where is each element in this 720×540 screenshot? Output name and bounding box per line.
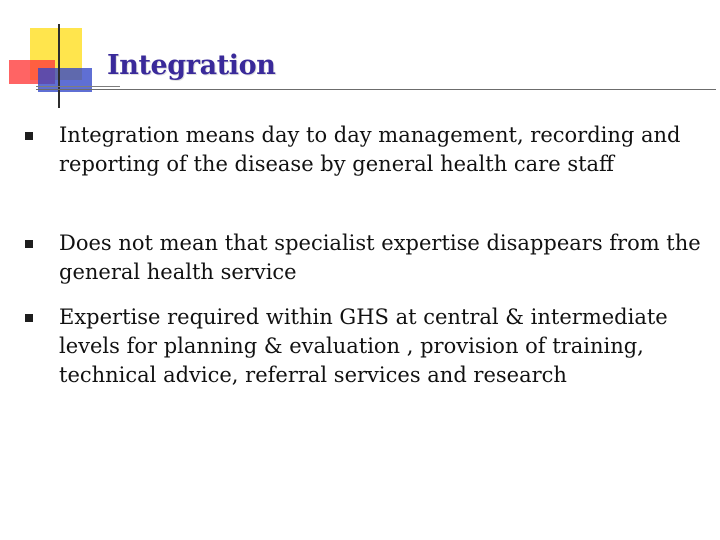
slide-title: Integration	[107, 50, 276, 81]
bullet-item	[59, 229, 709, 287]
square-bullet-icon	[25, 314, 33, 322]
bullet-text: Integration means day to day management, recording and reporting of the disease by general health care staff	[59, 123, 681, 176]
bullet-item	[59, 303, 709, 390]
square-bullet-icon	[25, 132, 33, 140]
bullet-text: Expertise required within GHS at central & intermediate levels for planning & evaluation , provision of training, technical advice, referral services and research	[59, 305, 668, 387]
bullet-item	[59, 121, 709, 179]
square-bullet-icon	[25, 240, 33, 248]
title-divider	[36, 89, 716, 90]
bullet-text: Does not mean that specialist expertise disappears from the general health service	[59, 231, 701, 284]
decorative-logo-icon	[0, 0, 120, 120]
